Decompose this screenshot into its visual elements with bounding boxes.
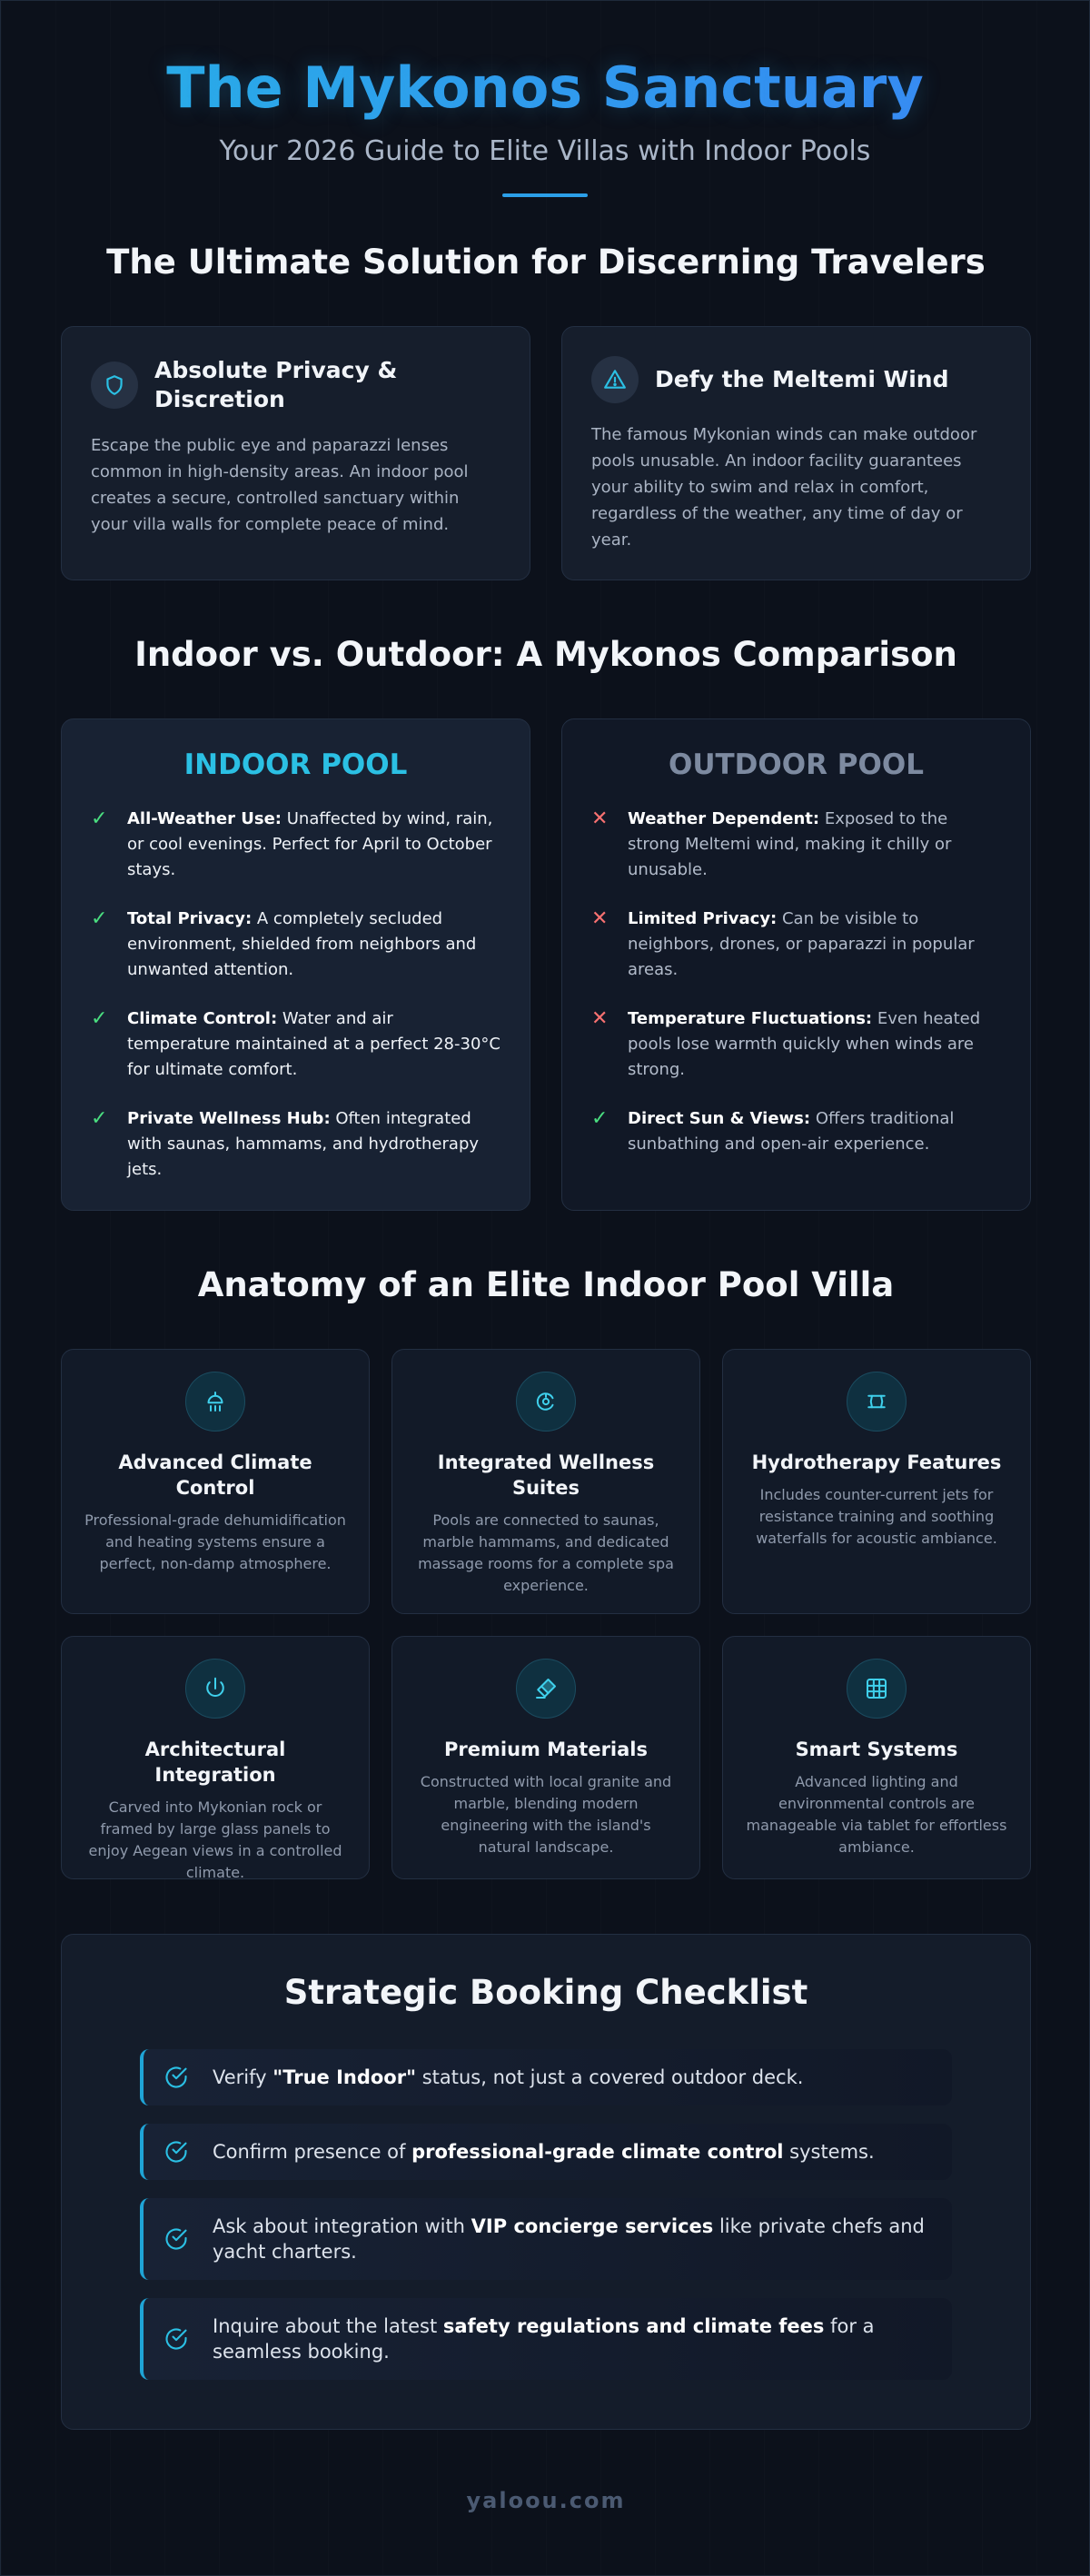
feature-text: Professional-grade dehumidification and heating systems ensure a perfect, non-damp atmosphere. [84,1511,346,1572]
list-item [91,1106,500,1183]
check-circle-icon [164,2326,189,2352]
feature-text: Pools are connected to saunas, marble hammams, and dedicated massage rooms for a complete spa experience. [418,1511,674,1594]
item-text: status, not just a covered outdoor deck. [416,2066,804,2088]
comparison-section-title: Indoor vs. Outdoor: A Mykonos Comparison [134,635,957,674]
item-text: Can be visible to neighbors, drones, or paparazzi in popular areas. [628,909,975,979]
feature-title: Integrated Wellness Suites [437,1451,655,1499]
feature-text: Carved into Mykonian rock or framed by large glass panels to enjoy Aegean views in a controlled climate. [88,1798,342,1881]
anatomy-section-title: Anatomy of an Elite Indoor Pool Villa [197,1265,895,1304]
checklist-item [140,2198,952,2280]
check-icon: ✓ [91,907,108,930]
solution-section-title: The Ultimate Solution for Discerning Travelers [106,243,986,282]
page-header [1,1,1089,197]
list-item [91,907,500,983]
item-label: Weather Dependent: [628,809,820,828]
item-label: Limited Privacy: [628,909,778,928]
item-emphasis: safety regulations and climate fees [442,2315,825,2337]
page-title: The Mykonos Sanctuary [1,54,1089,123]
meltemi-card-text: The famous Mykonian winds can make outdoor pools unusable. An indoor facility guarantees your ability to swim and relax in comfort, regardless of the weather, any time of day or year. [591,425,977,550]
grid-icon [847,1659,907,1719]
list-item [91,1006,500,1083]
list-item [91,807,500,883]
feature-card [391,1636,700,1879]
check-icon: ✓ [91,807,108,830]
list-item [591,907,1001,983]
item-text: Offers traditional sunbathing and open-air experience. [628,1109,955,1154]
spa-icon [516,1372,576,1432]
item-text: systems. [783,2141,875,2163]
check-circle-icon [164,2226,189,2252]
cross-icon: ✕ [591,1007,609,1030]
check-icon: ✓ [91,1007,108,1030]
meltemi-card [561,326,1031,580]
item-text: Unaffected by wind, rain, or cool evenings. Perfect for April to October stays. [127,809,493,879]
item-label: Climate Control: [127,1009,278,1028]
title-divider [502,193,588,197]
page-subtitle: Your 2026 Guide to Elite Villas with Indoor Pools [219,135,871,167]
list-item [591,1106,1001,1157]
feature-card [61,1349,370,1614]
checklist-item [140,2124,952,2180]
item-emphasis: professional-grade climate control [411,2141,784,2163]
solution-cards [61,326,1031,580]
check-icon: ✓ [591,1107,609,1130]
indoor-pool-card [61,718,530,1211]
item-emphasis: "True Indoor" [272,2066,417,2088]
checklist-title: Strategic Booking Checklist [283,1973,808,2012]
outdoor-pool-heading: OUTDOOR POOL [669,748,924,781]
privacy-card [61,326,530,580]
indoor-pool-heading: INDOOR POOL [183,748,408,781]
feature-title: Smart Systems [795,1739,958,1760]
checklist-item [140,2049,952,2105]
brush-icon [516,1659,576,1719]
cross-icon: ✕ [591,807,609,830]
hydrotherapy-icon [847,1372,907,1432]
cross-icon: ✕ [591,907,609,930]
item-text: Ask about integration with [213,2215,471,2237]
privacy-card-title: Absolute Privacy & Discretion [154,357,398,412]
comparison-cards [61,718,1031,1211]
item-label: Private Wellness Hub: [127,1109,331,1128]
item-label: Temperature Fluctuations: [628,1009,873,1028]
shield-icon [91,362,138,409]
feature-title: Advanced Climate Control [118,1451,312,1499]
item-text: Inquire about the latest [213,2315,443,2337]
checklist-item [140,2298,952,2380]
warning-triangle-icon [591,356,639,403]
power-icon [185,1659,245,1719]
booking-checklist [61,1934,1031,2430]
check-icon: ✓ [91,1107,108,1130]
item-text: Confirm presence of [213,2141,412,2163]
list-item [591,1006,1001,1083]
feature-card [61,1636,370,1879]
feature-text: Includes counter-current jets for resistance training and soothing waterfalls for acoustic ambiance. [756,1486,997,1547]
item-label: All-Weather Use: [127,809,282,828]
outdoor-pool-card [561,718,1031,1211]
shower-icon [185,1372,245,1432]
feature-title: Premium Materials [444,1739,648,1760]
item-text: Exposed to the strong Meltemi wind, making it chilly or unusable. [628,809,952,879]
feature-card [391,1349,700,1614]
feature-title: Architectural Integration [144,1739,286,1786]
feature-text: Advanced lighting and environmental controls are manageable via tablet for effortless ambiance. [746,1773,1007,1856]
item-label: Total Privacy: [127,909,253,928]
meltemi-card-title: Defy the Meltemi Wind [655,366,949,392]
feature-title: Hydrotherapy Features [751,1451,1002,1473]
list-item [591,807,1001,883]
item-text: Verify [213,2066,273,2088]
item-text: like private chefs and yacht charters. [213,2215,925,2263]
item-emphasis: VIP concierge services [471,2215,714,2237]
item-text: Often integrated with saunas, hammams, and hydrotherapy jets. [127,1109,480,1179]
feature-card [722,1349,1031,1614]
footer-domain[interactable]: yaloou.com [466,2488,626,2513]
item-text: Water and air temperature maintained at a perfect 28-30°C for ultimate comfort. [127,1009,500,1079]
privacy-card-text: Escape the public eye and paparazzi lenses common in high-density areas. An indoor pool creates a secure, controlled sanctuary within your villa walls for complete peace of mind. [91,436,469,534]
feature-text: Constructed with local granite and marble, blending modern engineering with the island's natural landscape. [420,1773,672,1856]
check-circle-icon [164,2139,189,2165]
item-text: Even heated pools lose warmth quickly when winds are strong. [628,1009,981,1079]
item-text: for a seamless booking. [213,2315,875,2363]
check-circle-icon [164,2065,189,2090]
item-text: A completely secluded environment, shielded from neighbors and unwanted attention. [127,909,477,979]
feature-grid [61,1349,1031,1879]
item-label: Direct Sun & Views: [628,1109,811,1128]
feature-card [722,1636,1031,1879]
